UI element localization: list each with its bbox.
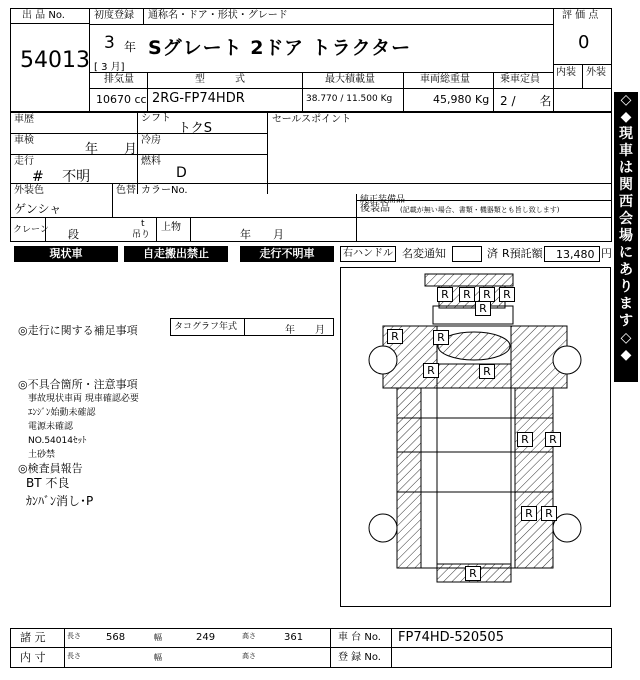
sidebar-char: ◆ xyxy=(620,109,632,125)
mileage-label: 走行 xyxy=(14,156,34,167)
inspector-line-2: ｶﾝﾊﾞﾝ消し･P xyxy=(26,494,94,508)
damage-mark: R xyxy=(541,506,557,521)
max-load-value: 38.770 / 11.500 Kg xyxy=(306,94,393,104)
width-label: 幅 xyxy=(154,633,162,642)
status-badge-current: 現状車 xyxy=(14,246,118,262)
history-label: 車歴 xyxy=(14,114,34,125)
inspection-label: 車検 xyxy=(14,135,34,146)
damage-mark: R xyxy=(465,566,481,581)
recycle-fee-label: R預託額 xyxy=(502,247,543,260)
recycle-fee-value: 13,480 xyxy=(556,248,595,261)
footer-table xyxy=(10,628,612,668)
sidebar-char: 会 xyxy=(619,211,633,227)
genuine-equipment-label: 純正装備品 xyxy=(360,195,406,205)
exterior-color-label: 外装色 xyxy=(14,185,44,196)
damage-mark: R xyxy=(499,287,515,302)
damage-diagram xyxy=(340,267,611,607)
damage-mark: R xyxy=(521,506,537,521)
damage-mark: R xyxy=(479,287,495,302)
score-label: 評 価 点 xyxy=(562,10,599,21)
sidebar-char: あ xyxy=(619,262,633,278)
specs-label: 諸 元 xyxy=(20,631,46,644)
damage-mark: R xyxy=(479,364,495,379)
lot-number-label: 出 品 No. xyxy=(22,10,65,21)
height-value: 361 xyxy=(284,632,304,643)
height-label: 高さ xyxy=(242,632,256,640)
width-label: 幅 xyxy=(154,653,162,662)
defect-line-3: 電源未確認 xyxy=(28,422,74,432)
color-no-label: カラーNo. xyxy=(141,185,188,196)
inspector-line-1: BT 不良 xyxy=(26,476,70,490)
sidebar-char: に xyxy=(619,245,633,261)
model-value: 2RG-FP74HDR xyxy=(152,91,245,106)
truck-outline xyxy=(341,268,610,606)
gross-weight-value: 45,980 Kg xyxy=(433,93,490,106)
chassis-no-value: FP74HD-520505 xyxy=(398,630,504,645)
damage-mark: R xyxy=(423,363,439,378)
cooling-label: 冷房 xyxy=(141,135,161,146)
defect-line-5: 土砂禁 xyxy=(28,450,56,460)
crane-label: クレーン xyxy=(13,225,49,235)
length-value: 568 xyxy=(106,632,126,643)
sidebar-char: ◆ xyxy=(620,347,632,363)
length-label: 長さ xyxy=(67,652,81,660)
tachograph-value: 年 月 xyxy=(285,325,325,336)
tachograph-label: タコグラフ年式 xyxy=(174,322,238,332)
defect-line-1: 事故現状車両 現車確認必要 xyxy=(28,394,139,404)
capacity-value: 2 / 名 xyxy=(500,94,552,108)
status-badge-mileage-unknown: 走行不明車 xyxy=(240,246,334,262)
sales-point-label: セールスポイント xyxy=(272,114,352,125)
sidebar-char: ◇ xyxy=(620,330,632,346)
status-badge-no-self-drive: 自走搬出禁止 xyxy=(124,246,228,262)
sidebar-char: ま xyxy=(619,296,633,312)
exterior-color-value: ゲンシャ xyxy=(14,202,62,216)
shift-label: シフト xyxy=(141,113,171,124)
damage-mark: R xyxy=(433,330,449,345)
fuel-value: D xyxy=(176,165,187,181)
displacement-label: 排気量 xyxy=(104,74,134,85)
supplement-label: ◎走行に関する補足事項 xyxy=(18,324,138,337)
defect-line-2: ｴﾝｼﾞﾝ始動未確認 xyxy=(28,408,96,418)
shift-value: トクS xyxy=(178,121,212,136)
width-value: 249 xyxy=(196,632,216,643)
sidebar-char: 現 xyxy=(619,126,633,142)
registration-no-label: 登 録 No. xyxy=(338,652,381,663)
name-change-label: 名変通知 xyxy=(402,247,446,260)
score-value: 0 xyxy=(578,32,590,53)
damage-mark: R xyxy=(517,432,533,447)
sidebar-char: は xyxy=(619,160,633,176)
aftermarket-label: 後装品 xyxy=(360,203,390,214)
steering-badge: 右ハンドル xyxy=(340,246,396,262)
sidebar-char: 関 xyxy=(619,177,633,193)
crane-value: 段 xyxy=(68,228,79,241)
interior-score-label: 内装 xyxy=(556,67,576,78)
lot-number: 54013 xyxy=(20,48,90,73)
body-label: 上物 xyxy=(161,222,181,233)
body-value: 年 月 xyxy=(240,228,284,241)
damage-mark: R xyxy=(387,329,403,344)
vehicle-name-label: 通称名・ドア・形状・グレード xyxy=(148,10,288,21)
model-label: 型 式 xyxy=(195,74,245,85)
details-table xyxy=(10,112,612,242)
sidebar-char: り xyxy=(619,279,633,295)
vehicle-name: Sグレート 2ドア トラクター xyxy=(148,37,412,59)
recycle-label: 済 xyxy=(487,247,498,260)
exterior-score-label: 外装 xyxy=(586,67,606,78)
year-unit: 年 xyxy=(124,40,137,54)
damage-mark: R xyxy=(459,287,475,302)
interior-dims-label: 内 寸 xyxy=(20,651,46,664)
damage-mark: R xyxy=(475,301,491,316)
height-label: 高さ xyxy=(242,652,256,660)
first-registration-label: 初度登録 xyxy=(94,10,134,21)
sidebar-char: 車 xyxy=(619,143,633,159)
sidebar-char: ◇ xyxy=(620,92,632,108)
gross-weight-label: 車両総重量 xyxy=(420,74,470,85)
sidebar-char: 西 xyxy=(619,194,633,210)
capacity-label: 乗車定員 xyxy=(500,74,540,85)
sidebar-char: す xyxy=(619,313,633,329)
mileage-value: # 不明 xyxy=(32,169,91,185)
fuel-label: 燃料 xyxy=(141,156,161,167)
color-change-label: 色替 xyxy=(116,185,136,196)
aftermarket-note: (記載が無い場合、書類・機器類とも旨し致します) xyxy=(400,206,560,214)
inspector-label: ◎検査員報告 xyxy=(18,462,83,475)
name-change-box xyxy=(452,246,482,262)
crane-ton: t xyxy=(141,219,145,229)
max-load-label: 最大積載量 xyxy=(325,74,375,85)
first-registration-year: 3 xyxy=(104,33,115,53)
first-registration-month: [ 3 月] xyxy=(94,62,125,73)
displacement-value: 10670 cc xyxy=(96,93,147,106)
defect-label: ◎不具合箇所・注意事項 xyxy=(18,378,138,391)
defect-line-4: NO.54014ｾｯﾄ xyxy=(28,436,87,446)
crane-suspend: 吊り xyxy=(132,230,151,240)
sidebar-char: 場 xyxy=(619,228,633,244)
chassis-no-label: 車 台 No. xyxy=(338,632,381,643)
inspection-value: 年 月 xyxy=(85,142,138,157)
venue-notice-sidebar xyxy=(614,92,638,382)
yen-label: 円 xyxy=(601,247,612,260)
length-label: 長さ xyxy=(67,632,81,640)
damage-mark: R xyxy=(545,432,561,447)
damage-mark: R xyxy=(437,287,453,302)
